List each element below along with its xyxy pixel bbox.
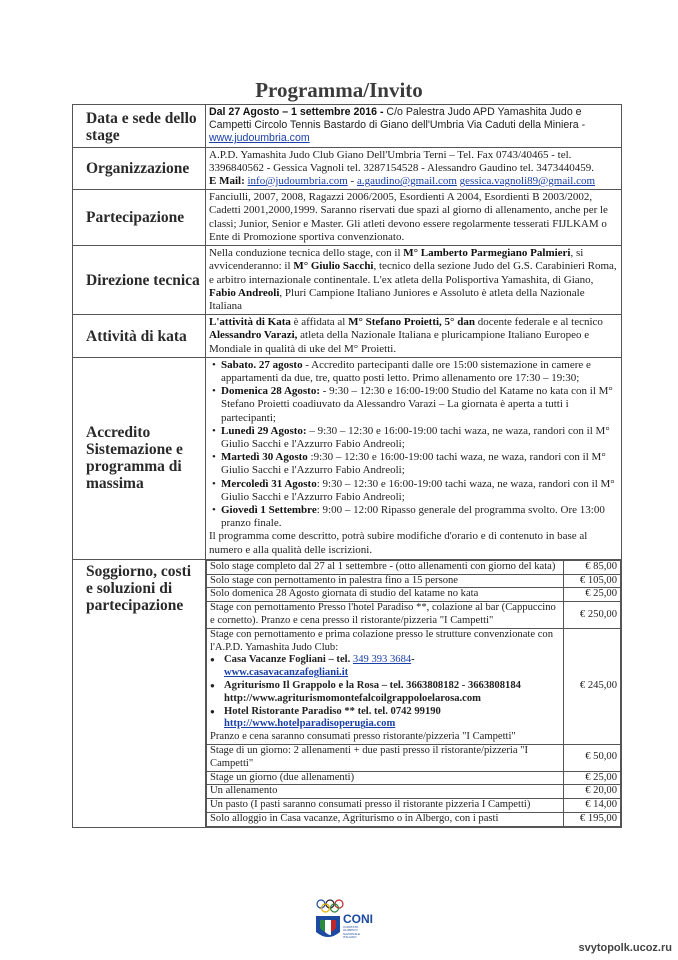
logo-country: ITALIA (318, 912, 331, 917)
email-vagnoli-link[interactable]: gessica.vagnoli89@gmail.com (459, 175, 596, 188)
label-accredito: Accredito Sistemazione e programma di massima (73, 357, 206, 559)
price-value: € 25,00 (564, 588, 621, 602)
structure-url-link[interactable]: www.casavacanzafogliani.it (224, 667, 349, 679)
price-desc-structures (207, 628, 564, 744)
price-desc: Stage con pernottamento Presso l'hotel Paradiso **, colazione al bar (Cappuccino e cornetto). Pranzo e cena presso il ristorante/pizzeria "I Campetti" (207, 602, 564, 629)
table-row (207, 574, 621, 588)
price-desc: Stage un giorno (due allenamenti) (207, 771, 564, 785)
structure-name: Hotel Ristorante Paradiso ** tel. (224, 705, 372, 717)
structure-item (210, 706, 560, 732)
dir-t1: Nella conduzione tecnica dello stage, con il (209, 247, 404, 260)
table-row (207, 799, 621, 813)
row-soggiorno (73, 559, 622, 827)
price-desc: Un allenamento (207, 785, 564, 799)
price-desc: Un pasto (I pasti saranno consumati presso il ristorante pizzeria I Campetti) (207, 799, 564, 813)
price-table (206, 560, 621, 827)
price-value: € 245,00 (564, 628, 621, 744)
price-desc: Stage di un giorno: 2 allenamenti + due pasti presso il ristorante/pizzeria "I Campetti" (207, 745, 564, 772)
row-organizzazione (73, 147, 622, 190)
email-separator: - (347, 175, 357, 188)
table-row (207, 588, 621, 602)
content-kata (206, 315, 622, 358)
content-soggiorno (206, 559, 622, 827)
row-accredito (73, 357, 622, 559)
row-kata (73, 315, 622, 358)
price-value: € 14,00 (564, 799, 621, 813)
row-partecipazione (73, 190, 622, 246)
label-soggiorno: Soggiorno, costi e soluzioni di partecipazione (73, 559, 206, 827)
structure-name: Agriturismo Il Grappolo e la Rosa – tel. (224, 680, 404, 692)
kata-b1: L'attività di Kata (209, 316, 291, 329)
schedule-note: Il programma come descritto, potrà subire modifiche d'orario e di contenuto in base al numero e alla qualità delle iscrizioni. (209, 530, 588, 556)
price-value: € 85,00 (564, 560, 621, 574)
coni-logo (312, 898, 373, 944)
kata-b3: Alessandro Varazi, (209, 329, 298, 342)
structure-item: ● Casa Vacanze Fogliani – tel. 349 393 3684- www.casavacanzafogliani.it (210, 654, 560, 680)
dir-t3: , tecnico della sezione Judo del G.S. Carabinieri Roma, e arbitro internazionale continentale. L'ex atleta della Polisportiva Yamashita, di Giano, (209, 260, 617, 286)
structure-phone: 3663808182 - 3663808184 (403, 680, 521, 692)
schedule-list (209, 359, 618, 531)
stage-venue: C/o Palestra Judo APD Yamashita Judo e Campetti Circolo Tennis Bastardo di Giano dell'Umbria Via Caduti della Miniera - (209, 106, 586, 132)
table-row (207, 785, 621, 799)
price-desc: Solo stage completo dal 27 al 1 settembre - (otto allenamenti con giorno del kata) (207, 560, 564, 574)
schedule-text: – 9:30 – 12:30 e 16:00-19:00 tachi waza, ne waza, randori con il M° Giulio Sacchi e l'Azzurro Fabio Andreoli; (221, 424, 610, 451)
kata-t2: docente federale e al tecnico (474, 316, 603, 329)
dir-t4: , Pluri Campione Italiano Juniores e Assoluto è atleta della Nazionale Italiana (209, 286, 585, 313)
email-label: E Mail: (209, 175, 245, 188)
email-info-link[interactable]: info@judoumbria.com (247, 175, 348, 188)
logo-subtitle: COMITATO OLIMPICO NAZIONALE ITALIANO (343, 925, 361, 940)
price-value: € 50,00 (564, 745, 621, 772)
kata-t3: atleta della Nazionale Italiana e pluricampione Italiano Europeo e Mondiale in qualità di uke del M° Proietti. (209, 329, 590, 355)
label-direzione: Direzione tecnica (73, 246, 206, 315)
price-value: € 20,00 (564, 785, 621, 799)
structures-intro: Stage con pernottamento e prima colazione presso le strutture convenzionate con l'A.P.D. Yamashita Judo Club: (210, 628, 553, 653)
row-direzione (73, 246, 622, 315)
label-data-sede: Data e sede dello stage (73, 105, 206, 148)
schedule-text: :9:30 – 12:30 e 16:00-19:00 tachi waza, ne waza, randori con il M° Giulio Sacchi e l'Azzurro Fabio Andreoli; (221, 451, 606, 477)
kata-b2: M° Stefano Proietti, 5° dan (348, 316, 475, 329)
logo-brand: CONI (343, 912, 373, 926)
schedule-text: : 9:30 – 12:30 e 16:00-19:00 tachi waza, ne waza, randori con il M° Giulio Sacchi e l'Azzurro Fabio Andreoli; (221, 477, 615, 503)
structure-phone-link[interactable]: 349 393 3684 (352, 654, 412, 666)
list-item (221, 425, 618, 451)
table-row (207, 771, 621, 785)
dir-t2: , si avvicenderanno: il (209, 247, 584, 273)
row-data-sede (73, 105, 622, 148)
dir-b2: M° Giulio Sacchi (293, 260, 374, 273)
org-text: A.P.D. Yamashita Judo Club Giano Dell'Umbria Terni – Tel. Fax 0743/40465 - tel. 3396840562 - Gessica Vagnoli tel. 3287154528 - Alessandro Gaudino tel. 3473440459. (209, 148, 595, 174)
page-title: Programma/Invito (255, 78, 423, 102)
table-row (207, 812, 621, 826)
content-partecipazione: Fanciulli, 2007, 2008, Ragazzi 2006/2005, Esordienti A 2004, Esordienti B 2003/2002, Cadetti 2001,2000,1999. Saranno riservati due spazi al giorno di allenamento, anche per le classi; Junior, Senior e Master. Gli atleti devono essere regolarmente tesserati FIJLKAM o Ente di Promozione sportiva convenzionato. (206, 190, 622, 246)
list-item (221, 359, 618, 385)
structure-phone: tel. 0742 99190 (371, 705, 441, 717)
content-accredito (206, 357, 622, 559)
table-row (207, 628, 621, 744)
label-organizzazione: Organizzazione (73, 147, 206, 190)
dir-b3: Fabio Andreoli (209, 286, 280, 299)
structure-item (210, 680, 560, 706)
label-partecipazione: Partecipazione (73, 190, 206, 246)
price-value: € 250,00 (564, 602, 621, 629)
schedule-day: Sabato. 27 agosto (221, 358, 303, 371)
price-value: € 195,00 (564, 812, 621, 826)
schedule-day: Mercoledì 31 Agosto (221, 477, 317, 490)
list-item (221, 451, 618, 477)
schedule-day: Martedì 30 Agosto (221, 451, 308, 464)
kata-t1: è affidata al (290, 316, 349, 329)
schedule-text: - Accredito partecipanti dalle ore 15:00 sistemazione in camere e appartamenti da due, tre, quatto posti letto. Primo allenamento ore 17:30 – 19:30; (221, 358, 591, 385)
table-row (207, 602, 621, 629)
price-desc: Solo domenica 28 Agosto giornata di studio del katame no kata (207, 588, 564, 602)
schedule-day: Lunedì 29 Agosto: (221, 424, 307, 437)
label-kata: Attività di kata (73, 315, 206, 358)
table-row (207, 560, 621, 574)
content-data-sede (206, 105, 622, 148)
structure-url-link[interactable]: http://www.hotelparadisoperugia.com (224, 718, 396, 730)
email-gaudino-link[interactable]: a.gaudino@gmail.com (356, 175, 457, 188)
schedule-text: - 9:30 – 12:30 e 16:00-19:00 Studio del Katame no kata con il M° Stefano Proietti coadiuvato da Alessandro Varazi – La giornata è aperta a tutti i partecipanti; (221, 385, 613, 424)
table-row (207, 745, 621, 772)
content-organizzazione (206, 147, 622, 190)
content-direzione (206, 246, 622, 315)
price-value: € 25,00 (564, 771, 621, 785)
meals-note: Pranzo e cena saranno consumati presso ristorante/pizzeria "I Campetti" (210, 731, 516, 743)
structure-name: Casa Vacanze Fogliani – tel. (224, 654, 351, 666)
dir-b1: M° Lamberto Parmegiano Palmieri (403, 247, 571, 260)
price-desc: Solo alloggio in Casa vacanze, Agriturismo o in Albergo, con i pasti (207, 812, 564, 826)
program-table (72, 104, 622, 828)
list-item (221, 385, 618, 425)
list-item (221, 478, 618, 504)
schedule-day: Giovedì 1 Settembre (221, 504, 317, 517)
judoumbria-link[interactable]: www.judoumbria.com (209, 132, 310, 145)
price-desc: Solo stage con pernottamento in palestra fino a 15 persone (207, 574, 564, 588)
schedule-text: : 9:00 – 12:00 Ripasso generale del programma svolto. Ore 13:00 pranzo finale. (221, 504, 605, 530)
watermark: svytopolk.ucoz.ru (578, 942, 672, 954)
list-item (221, 504, 618, 530)
stage-dates: Dal 27 Agosto – 1 settembre 2016 - (209, 106, 384, 118)
schedule-day: Domenica 28 Agosto: (221, 385, 320, 398)
price-value: € 105,00 (564, 574, 621, 588)
structure-url: http://www.agriturismomontefalcoilgrappoloelarosa.com (224, 692, 481, 704)
